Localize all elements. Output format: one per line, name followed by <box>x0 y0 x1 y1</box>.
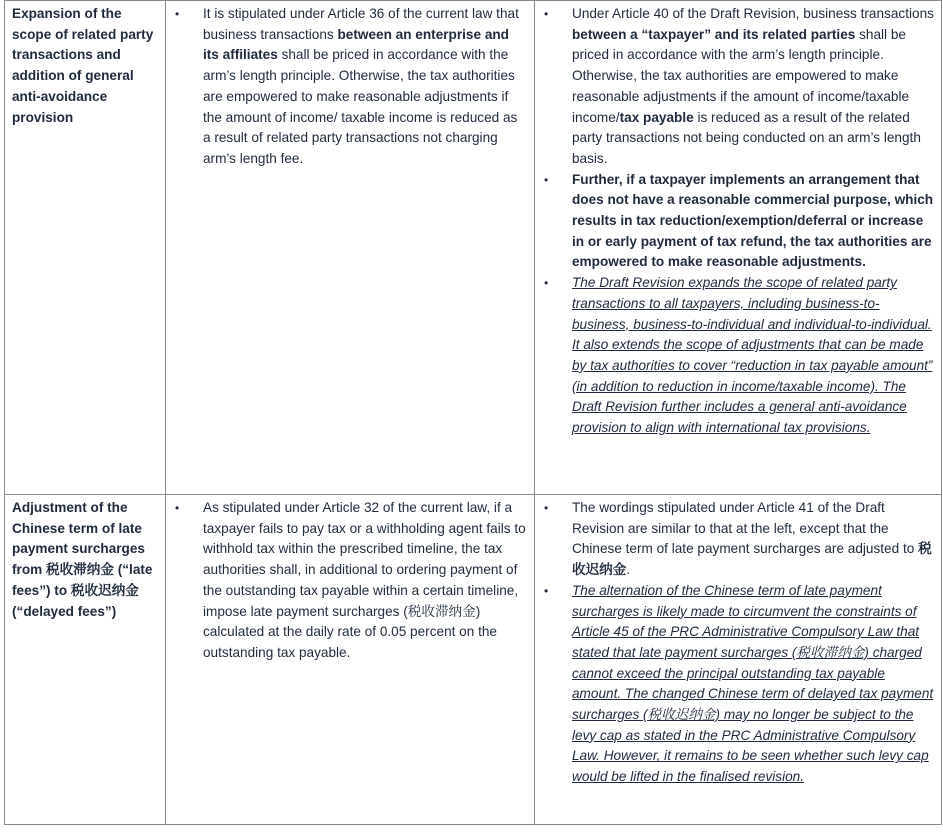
comparison-table <box>4 0 942 825</box>
list-item <box>542 581 935 788</box>
bullet-list <box>173 498 528 664</box>
topic-heading: Adjustment of the Chinese term of late payment surcharges from 税收滞纳金 (“late fees”) to 税收迟纳金 (“delayed fees”) <box>12 500 153 619</box>
bullet-text: Under Article 40 of the Draft Revision, business transactions between a “taxpayer” and its related parties shall be priced in accordance with the arm’s length principle. Otherwise, the tax authorities are empowered to make reasonable adjustments if the amount of income/taxable income/tax payable is reduced as a result of the related party transactions not being conducted on an arm’s length basis. <box>572 6 934 166</box>
topic-cell <box>5 1 166 495</box>
bullet-text: Further, if a taxpayer implements an arrangement that does not have a reasonable commercial purpose, which results in tax reduction/exemption/deferral or increase in or early payment of tax refund, the tax authorities are empowered to make reasonable adjustments. <box>572 171 934 270</box>
list-item <box>173 498 528 664</box>
list-item <box>542 498 935 581</box>
commentary-note: The Draft Revision expands the scope of related party transactions to all taxpayers, including business-to-business, business-to-individual and individual-to-individual. It also extends the scope of adjustments that can be made by tax authorities to cover “reduction in tax payable amount” (in addition to reduction in income/taxable income). The Draft Revision further includes a general anti-avoidance provision to align with international tax provisions. <box>572 275 933 436</box>
current-law-cell <box>166 1 535 495</box>
bullet-text: As stipulated under Article 32 of the current law, if a taxpayer fails to pay tax or a withholding agent fails to withhold tax within the prescribed timeline, the tax authorities shall, in additional to ordering payment of the outstanding tax payable within a certain timeline, impose late payment surcharges (税收滞纳金) calculated at the daily rate of 0.05 percent on the outstanding tax payable. <box>203 500 526 660</box>
list-item <box>542 4 935 170</box>
bullet-text: It is stipulated under Article 36 of the current law that business transactions between an enterprise and its affiliates shall be priced in accordance with the arm’s length principle. Otherwise, the tax authorities are empowered to make reasonable adjustments if the amount of income/ taxable income is reduced as a result of related party transactions not charging arm’s length fee. <box>203 6 519 166</box>
bullet-text: The wordings stipulated under Article 41 of the Draft Revision are similar to that at the left, except that the Chinese term of late payment surcharges are adjusted to 税收迟纳金. <box>572 500 932 578</box>
list-item <box>542 273 935 439</box>
bullet-list <box>542 4 935 439</box>
list-item <box>173 4 528 170</box>
list-item <box>542 170 935 274</box>
table-row <box>5 1 942 495</box>
bullet-list <box>542 498 935 788</box>
draft-revision-cell <box>535 495 942 825</box>
topic-heading: Expansion of the scope of related party transactions and addition of general anti-avoidance provision <box>12 6 154 125</box>
commentary-note: The alternation of the Chinese term of late payment surcharges is likely made to circumvent the constraints of Article 45 of the PRC Administrative Compulsory Law that stated that late payment surcharges (税收滞纳金) charged cannot exceed the principal outstanding tax payable amount. The changed Chinese term of delayed tax payment surcharges (税收迟纳金) may no longer be subject to the levy cap as stated in the PRC Administrative Compulsory Law. However, it remains to be seen whether such levy cap would be lifted in the finalised revision. <box>572 582 934 785</box>
bullet-list <box>173 4 528 170</box>
topic-cell <box>5 495 166 825</box>
current-law-cell <box>166 495 535 825</box>
draft-revision-cell <box>535 1 942 495</box>
table-row <box>5 495 942 825</box>
